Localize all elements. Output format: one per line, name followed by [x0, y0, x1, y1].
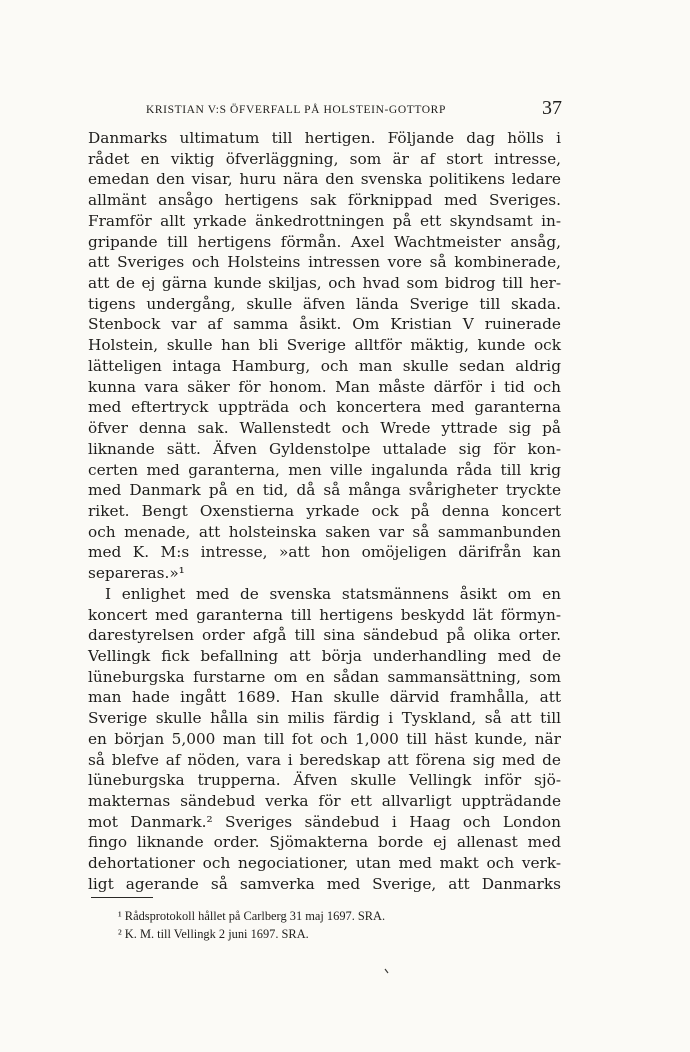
text-line: en början 5,000 man till fot och 1,000 till häst kunde, när	[88, 729, 561, 748]
text-line: Stenbock var af samma åsikt. Om Kristian V ruinerade	[88, 315, 561, 334]
running-head: KRISTIAN V:S ÖFVERFALL PÅ HOLSTEIN-GOTTORP	[146, 104, 446, 116]
footnote: ² K. M. till Vellingk 2 juni 1697. SRA.	[118, 927, 309, 941]
text-line: darestyrelsen order afgå till sina sändebud på olika orter.	[88, 626, 561, 645]
footnotes	[118, 907, 538, 943]
paragraph-start-line: I enlighet med de svenska statsmännens åsikt om en	[105, 584, 561, 603]
text-line: med K. M:s intresse, »att hon omöjeligen därifrån kan	[88, 543, 561, 562]
page-header	[92, 97, 562, 120]
text-line: koncert med garanterna till hertigens beskydd lät förmyn-	[88, 605, 561, 624]
text-line: Danmarks ultimatum till hertigen. Följande dag hölls i	[88, 129, 561, 147]
text-line: emedan den visar, huru nära den svenska politikens ledare	[88, 170, 561, 189]
text-line: fingo liknande order. Sjömakterna borde ej allenast med	[88, 833, 561, 852]
text-line: Framför allt yrkade änkedrottningen på ett skyndsamt in-	[88, 211, 561, 230]
text-line: Sverige skulle hålla sin milis färdig i Tyskland, så att till	[88, 709, 561, 728]
text-line: lüneburgska trupperna. Äfven skulle Vellingk inför sjö-	[88, 771, 561, 790]
text-line: med Danmark på en tid, då så många svårigheter tryckte	[88, 481, 561, 500]
text-line: rådet en viktig öfverläggning, som är af stort intresse,	[88, 149, 561, 168]
text-line: öfver denna sak. Wallenstedt och Wrede yttrade sig på	[88, 419, 561, 438]
text-line: allmänt ansågo hertigens sak förknippad med Sveriges.	[88, 191, 561, 210]
text-line: att Sveriges och Holsteins intressen vore så kombinerade,	[88, 253, 561, 272]
text-line: riket. Bengt Oxenstierna yrkade ock på denna koncert	[88, 501, 561, 520]
text-line: gripande till hertigens förmån. Axel Wachtmeister ansåg,	[88, 232, 561, 251]
text-line: man hade ingått 1689. Han skulle därvid framhålla, att	[88, 688, 561, 707]
text-line: och menade, att holsteinska saken var så sammanbunden	[88, 522, 561, 541]
text-line: mot Danmark.² Sveriges sändebud i Haag och London	[88, 812, 561, 831]
text-line: ligt agerande så samverka med Sverige, att Danmarks	[88, 874, 561, 893]
body-text	[88, 128, 561, 895]
text-line: makternas sändebud verka för ett allvarligt uppträdande	[88, 792, 561, 810]
footnote: ¹ Rådsprotokoll hållet på Carlberg 31 maj 1697. SRA.	[118, 909, 386, 923]
text-line: Vellingk fick befallning att börja underhandling med de	[88, 646, 561, 665]
text-line: att de ej gärna kunde skiljas, och hvad som bidrog till her-	[88, 274, 561, 293]
text-line: lätteligen intaga Hamburg, och man skulle sedan aldrig	[88, 356, 561, 375]
text-line: liknande sätt. Äfven Gyldenstolpe uttalade sig för kon-	[88, 439, 561, 458]
text-line: certen med garanterna, men ville ingalunda råda till krig	[88, 460, 561, 479]
text-line: separeras.»¹	[88, 564, 185, 583]
page-number: 37	[542, 97, 562, 119]
text-line: dehortationer och negociationer, utan med makt och verk-	[88, 854, 561, 873]
footnote-divider	[91, 897, 153, 898]
text-line: tigens undergång, skulle äfven lända Sverige till skada.	[88, 294, 561, 313]
text-line: kunna vara säker för honom. Man måste därför i tid och	[88, 377, 561, 396]
print-speck	[384, 966, 390, 977]
text-line: med eftertryck uppträda och koncertera med garanterna	[88, 398, 561, 417]
text-line: lüneburgska furstarne om en sådan sammansättning, som	[88, 667, 561, 686]
text-line: så blefve af nöden, vara i beredskap att förena sig med de	[88, 750, 561, 769]
text-line: Holstein, skulle han bli Sverige alltför mäktig, kunde ock	[88, 336, 561, 355]
